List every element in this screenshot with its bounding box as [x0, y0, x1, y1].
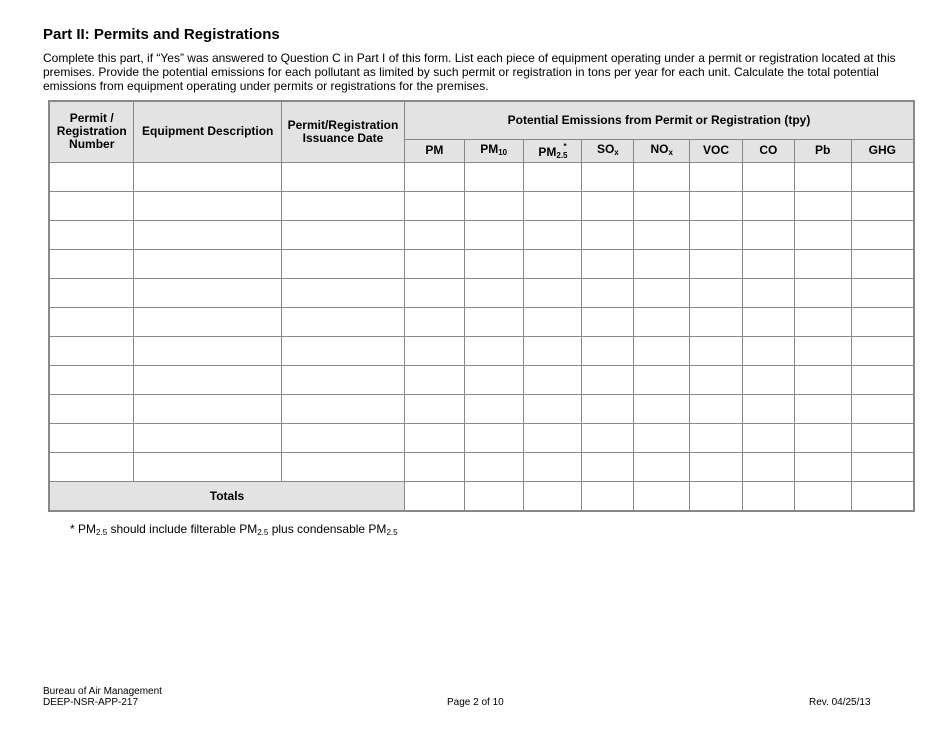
- pb-cell[interactable]: [794, 336, 851, 365]
- co-cell[interactable]: [742, 394, 794, 423]
- issuance-date-cell[interactable]: [282, 423, 405, 452]
- table-row: [49, 365, 914, 394]
- permit-number-cell[interactable]: [49, 336, 134, 365]
- voc-cell[interactable]: [690, 365, 743, 394]
- co-cell[interactable]: [742, 162, 794, 191]
- table-row: [49, 336, 914, 365]
- sox-cell[interactable]: [582, 191, 634, 220]
- permit-number-cell[interactable]: [49, 249, 134, 278]
- pm10-cell[interactable]: [464, 307, 523, 336]
- equipment-description-cell[interactable]: [134, 249, 282, 278]
- voc-cell[interactable]: [690, 162, 743, 191]
- pm-cell[interactable]: [404, 394, 464, 423]
- header-potential-emissions: Potential Emissions from Permit or Registration (tpy): [404, 101, 914, 139]
- header-pm25: $PM_{2.5}^*$: [523, 139, 582, 162]
- co-cell[interactable]: [742, 336, 794, 365]
- header-voc: VOC: [690, 139, 743, 162]
- nox-cell[interactable]: [634, 394, 690, 423]
- voc-cell[interactable]: [690, 452, 743, 481]
- issuance-date-cell[interactable]: [282, 220, 405, 249]
- pb-cell[interactable]: [794, 423, 851, 452]
- pm-cell[interactable]: [404, 278, 464, 307]
- ghg-cell[interactable]: [851, 278, 914, 307]
- pm10-cell[interactable]: [464, 336, 523, 365]
- total-nox-cell[interactable]: [634, 481, 690, 511]
- ghg-cell[interactable]: [851, 220, 914, 249]
- header-equipment-description: Equipment Description: [134, 101, 282, 162]
- pb-cell[interactable]: [794, 452, 851, 481]
- table-row: [49, 191, 914, 220]
- table-row: [49, 249, 914, 278]
- nox-cell[interactable]: [634, 191, 690, 220]
- pm-cell[interactable]: [404, 162, 464, 191]
- pm25-cell[interactable]: [523, 220, 582, 249]
- pb-cell[interactable]: [794, 365, 851, 394]
- ghg-cell[interactable]: [851, 307, 914, 336]
- permit-number-cell[interactable]: [49, 394, 134, 423]
- table-row: [49, 394, 914, 423]
- permit-number-cell[interactable]: [49, 307, 134, 336]
- pm25-cell[interactable]: [523, 278, 582, 307]
- sox-cell[interactable]: [582, 365, 634, 394]
- total-co-cell[interactable]: [742, 481, 794, 511]
- permit-number-cell[interactable]: [49, 220, 134, 249]
- pm10-cell[interactable]: [464, 423, 523, 452]
- sox-cell[interactable]: [582, 249, 634, 278]
- ghg-cell[interactable]: [851, 191, 914, 220]
- pm10-cell[interactable]: [464, 365, 523, 394]
- issuance-date-cell[interactable]: [282, 162, 405, 191]
- voc-cell[interactable]: [690, 307, 743, 336]
- nox-cell[interactable]: [634, 278, 690, 307]
- pb-cell[interactable]: [794, 394, 851, 423]
- co-cell[interactable]: [742, 365, 794, 394]
- totals-row: [49, 481, 914, 511]
- issuance-date-cell[interactable]: [282, 452, 405, 481]
- pm10-cell[interactable]: [464, 394, 523, 423]
- issuance-date-cell[interactable]: [282, 365, 405, 394]
- pm25-cell[interactable]: [523, 191, 582, 220]
- header-ghg: GHG: [851, 139, 914, 162]
- instructions-text: Complete this part, if “Yes” was answered to Question C in Part I of this form. List each piece of equipment operating under a permit or registration located at this premises. Provide the potential emissions for each pollutant as limited by such permit or registration in tons per year for each unit. Calculate the total potential emissions from equipment operating under permits or registrations for the premises.: [43, 51, 896, 93]
- pm10-cell[interactable]: [464, 452, 523, 481]
- total-voc-cell[interactable]: [690, 481, 743, 511]
- issuance-date-cell[interactable]: [282, 191, 405, 220]
- voc-cell[interactable]: [690, 278, 743, 307]
- pm-cell[interactable]: [404, 307, 464, 336]
- permit-number-cell[interactable]: [49, 452, 134, 481]
- nox-cell[interactable]: [634, 423, 690, 452]
- header-pm: PM: [404, 139, 464, 162]
- equipment-description-cell[interactable]: [134, 336, 282, 365]
- pb-cell[interactable]: [794, 191, 851, 220]
- nox-cell[interactable]: [634, 452, 690, 481]
- pb-cell[interactable]: [794, 249, 851, 278]
- header-pb: Pb: [794, 139, 851, 162]
- equipment-description-cell[interactable]: [134, 278, 282, 307]
- header-pm10: $PM_{10}$: [464, 139, 523, 162]
- pm25-cell[interactable]: [523, 423, 582, 452]
- pm-cell[interactable]: [404, 365, 464, 394]
- pm25-cell[interactable]: [523, 394, 582, 423]
- nox-cell[interactable]: [634, 336, 690, 365]
- pm10-cell[interactable]: [464, 162, 523, 191]
- voc-cell[interactable]: [690, 336, 743, 365]
- sox-cell[interactable]: [582, 162, 634, 191]
- ghg-cell[interactable]: [851, 162, 914, 191]
- pm-cell[interactable]: [404, 220, 464, 249]
- voc-cell[interactable]: [690, 394, 743, 423]
- totals-label: Totals: [49, 481, 404, 511]
- equipment-description-cell[interactable]: [134, 191, 282, 220]
- equipment-description-cell[interactable]: [134, 220, 282, 249]
- pm-cell[interactable]: [404, 336, 464, 365]
- sox-cell[interactable]: [582, 278, 634, 307]
- co-cell[interactable]: [742, 423, 794, 452]
- equipment-description-cell[interactable]: [134, 365, 282, 394]
- equipment-description-cell[interactable]: [134, 307, 282, 336]
- table-row: [49, 423, 914, 452]
- footer-page-number: Page 2 of 10: [447, 697, 504, 708]
- sox-cell[interactable]: [582, 336, 634, 365]
- ghg-cell[interactable]: [851, 394, 914, 423]
- table-row: [49, 220, 914, 249]
- pm-cell[interactable]: [404, 452, 464, 481]
- pm10-cell[interactable]: [464, 249, 523, 278]
- issuance-date-cell[interactable]: [282, 249, 405, 278]
- equipment-description-cell[interactable]: [134, 394, 282, 423]
- permit-number-cell[interactable]: [49, 365, 134, 394]
- nox-cell[interactable]: [634, 307, 690, 336]
- ghg-cell[interactable]: [851, 249, 914, 278]
- nox-cell[interactable]: [634, 220, 690, 249]
- table-row: [49, 452, 914, 481]
- co-cell[interactable]: [742, 249, 794, 278]
- pb-cell[interactable]: [794, 307, 851, 336]
- pm25-cell[interactable]: [523, 452, 582, 481]
- ghg-cell[interactable]: [851, 452, 914, 481]
- nox-cell[interactable]: [634, 162, 690, 191]
- permits-table: [48, 100, 915, 512]
- footer-agency: [43, 686, 162, 708]
- pb-cell[interactable]: [794, 162, 851, 191]
- pm25-cell[interactable]: [523, 162, 582, 191]
- pm25-cell[interactable]: [523, 249, 582, 278]
- footer-bureau: Bureau of Air Management: [43, 686, 162, 697]
- ghg-cell[interactable]: [851, 423, 914, 452]
- sox-cell[interactable]: [582, 307, 634, 336]
- co-cell[interactable]: [742, 452, 794, 481]
- header-permit-number: Permit / Registration Number: [49, 101, 134, 162]
- footer-form-id: DEEP-NSR-APP-217: [43, 697, 139, 708]
- header-nox: $NO_x$: [634, 139, 690, 162]
- total-ghg-cell[interactable]: [851, 481, 914, 511]
- pm-cell[interactable]: [404, 423, 464, 452]
- pm25-footnote: * $PM_{2.5}$ should include filterable $PM_{2.5}$ plus condensable $PM_{2.5}$: [70, 522, 398, 537]
- table-row: [49, 278, 914, 307]
- pm10-cell[interactable]: [464, 278, 523, 307]
- sox-cell[interactable]: [582, 452, 634, 481]
- co-cell[interactable]: [742, 307, 794, 336]
- pb-cell[interactable]: [794, 220, 851, 249]
- total-sox-cell[interactable]: [582, 481, 634, 511]
- issuance-date-cell[interactable]: [282, 394, 405, 423]
- issuance-date-cell[interactable]: [282, 336, 405, 365]
- voc-cell[interactable]: [690, 220, 743, 249]
- equipment-description-cell[interactable]: [134, 452, 282, 481]
- ghg-cell[interactable]: [851, 365, 914, 394]
- pm25-cell[interactable]: [523, 336, 582, 365]
- voc-cell[interactable]: [690, 423, 743, 452]
- pm25-cell[interactable]: [523, 365, 582, 394]
- total-pb-cell[interactable]: [794, 481, 851, 511]
- sox-cell[interactable]: [582, 423, 634, 452]
- permit-number-cell[interactable]: [49, 162, 134, 191]
- permit-number-cell[interactable]: [49, 423, 134, 452]
- permit-number-cell[interactable]: [49, 191, 134, 220]
- co-cell[interactable]: [742, 191, 794, 220]
- pm-cell[interactable]: [404, 191, 464, 220]
- table-row: [49, 307, 914, 336]
- ghg-cell[interactable]: [851, 336, 914, 365]
- sox-cell[interactable]: [582, 220, 634, 249]
- pm10-cell[interactable]: [464, 191, 523, 220]
- equipment-description-cell[interactable]: [134, 162, 282, 191]
- co-cell[interactable]: [742, 278, 794, 307]
- table-row: [49, 162, 914, 191]
- header-sox: $SO_x$: [582, 139, 634, 162]
- pm-cell[interactable]: [404, 249, 464, 278]
- nox-cell[interactable]: [634, 365, 690, 394]
- permits-table-body: [49, 162, 914, 481]
- issuance-date-cell[interactable]: [282, 307, 405, 336]
- pm10-cell[interactable]: [464, 220, 523, 249]
- total-pm-cell[interactable]: [404, 481, 464, 511]
- header-issuance-date: Permit/Registration Issuance Date: [282, 101, 405, 162]
- voc-cell[interactable]: [690, 249, 743, 278]
- total-pm25-cell[interactable]: [523, 481, 582, 511]
- total-pm10-cell[interactable]: [464, 481, 523, 511]
- header-co: CO: [742, 139, 794, 162]
- sox-cell[interactable]: [582, 394, 634, 423]
- voc-cell[interactable]: [690, 191, 743, 220]
- pm25-cell[interactable]: [523, 307, 582, 336]
- footer-revision: Rev. 04/25/13: [809, 697, 871, 708]
- permit-number-cell[interactable]: [49, 278, 134, 307]
- issuance-date-cell[interactable]: [282, 278, 405, 307]
- co-cell[interactable]: [742, 220, 794, 249]
- pb-cell[interactable]: [794, 278, 851, 307]
- nox-cell[interactable]: [634, 249, 690, 278]
- page-title: Part II: Permits and Registrations: [43, 26, 280, 43]
- equipment-description-cell[interactable]: [134, 423, 282, 452]
